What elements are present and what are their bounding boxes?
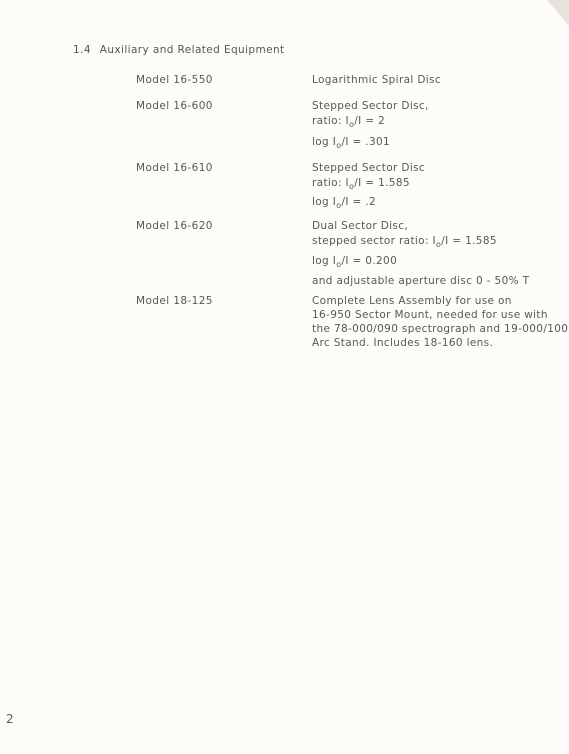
model-number: Model 16-610 [136,162,213,174]
model-number: Model 16-550 [136,74,213,86]
log-ratio-line: $\log I_o/I = .301$ [312,136,391,150]
model-number: Model 16-600 [136,100,213,112]
page-corner-fold [547,0,569,26]
description-line: Logarithmic Spiral Disc [312,74,441,86]
model-description [312,295,569,351]
ratio-line: ratio: $I_o/I = 1.585$ [312,177,410,191]
model-description [312,74,562,86]
section-title: Auxiliary and Related Equipment [99,44,285,56]
ratio-line: ratio: $I_o/I = 2$ [312,115,386,129]
description-line: Arc Stand. Includes 18-160 lens. [312,337,494,349]
description-line: the 78-000/090 spectrograph and 19-000/100 [312,323,569,335]
log-ratio-line: $\log I_o/I = .2$ [312,196,377,210]
model-description [312,220,562,287]
ratio-line: stepped sector ratio: $I_o/I = 1.585$ [312,235,497,249]
description-line: 16-950 Sector Mount, needed for use with [312,309,548,321]
description-line: Complete Lens Assembly for use on [312,295,512,307]
log-ratio-line: $\log I_o/I = 0.200$ [312,255,398,269]
model-description [312,100,562,150]
description-line: Dual Sector Disc, [312,220,409,232]
description-line: Stepped Sector Disc, [312,100,429,112]
page-number: 2 [6,712,14,726]
section-heading [73,44,285,56]
model-number: Model 16-620 [136,220,213,232]
model-number: Model 18-125 [136,295,213,307]
description-line: Stepped Sector Disc [312,162,426,174]
section-number: 1.4 [73,44,91,56]
description-line: and adjustable aperture disc 0 - 50% T [312,275,530,287]
model-description [312,162,562,210]
